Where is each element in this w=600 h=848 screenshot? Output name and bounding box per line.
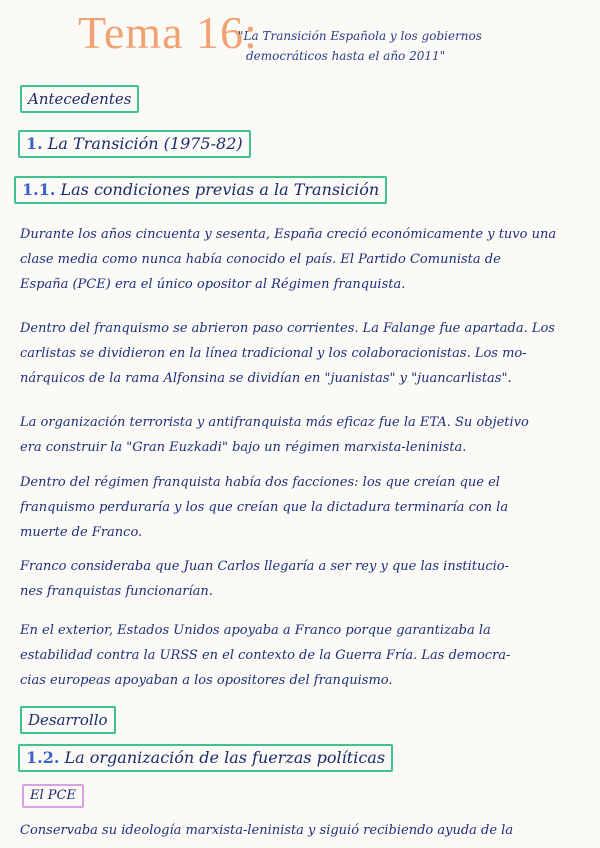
paragraph-line: era construir la "Gran Euzkadi" bajo un régimen marxista-leninista. [20, 440, 467, 455]
section-1-title: La Transición (1975-82) [47, 134, 243, 153]
pce-label: El PCE [30, 788, 76, 803]
desarrollo-label: Desarrollo [28, 711, 108, 729]
desarrollo-heading [20, 706, 116, 734]
paragraph-line: Franco consideraba que Juan Carlos llegaría a ser rey y que las institucio- [20, 559, 510, 574]
paragraph-line: La organización terrorista y antifranquista más eficaz fue la ETA. Su objetivo [20, 415, 529, 430]
paragraph-line: nárquicos de la rama Alfonsina se dividían en "juanistas" y "juancarlistas". [20, 371, 512, 386]
section-1-2-heading [18, 744, 393, 772]
subtitle-line-2: democráticos hasta el año 2011" [246, 49, 446, 63]
paragraph-line: nes franquistas funcionarían. [20, 584, 213, 599]
page-title: Tema 16: [78, 7, 258, 58]
page-header [78, 6, 588, 76]
paragraph-line: muerte de Franco. [20, 525, 143, 540]
paragraph-line: cias europeas apoyaban a los opositores del franquismo. [20, 673, 393, 688]
paragraph-line: Dentro del franquismo se abrieron paso corrientes. La Falange fue apartada. Los [20, 321, 555, 336]
paragraph-line: En el exterior, Estados Unidos apoyaba a Franco porque garantizaba la [20, 623, 491, 638]
antecedentes-heading [20, 85, 139, 113]
paragraph-line: Conservaba su ideología marxista-leninista y siguió recibiendo ayuda de la [20, 823, 514, 838]
paragraph-line: Durante los años cincuenta y sesenta, España creció económicamente y tuvo una [20, 227, 557, 242]
section-1-2-number: 1.2. [26, 748, 60, 767]
paragraph-line: carlistas se dividieron en la línea tradicional y los colaboracionistas. Los mo- [20, 346, 527, 361]
paragraph-line: clase media como nunca había conocido el país. El Partido Comunista de [20, 252, 501, 267]
subtitle-line-1: "La Transición Española y los gobiernos [238, 29, 482, 43]
paragraph-5 [20, 554, 585, 604]
paragraph-line: España (PCE) era el único opositor al Régimen franquista. [20, 277, 406, 292]
paragraph-1 [20, 222, 585, 297]
paragraph-2 [20, 316, 585, 391]
page-subtitle [238, 26, 588, 66]
section-1-2-title: La organización de las fuerzas políticas [64, 748, 386, 767]
section-1-1-title: Las condiciones previas a la Transición [60, 180, 380, 199]
paragraph-line: estabilidad contra la URSS en el contexto de la Guerra Fría. Las democra- [20, 648, 511, 663]
antecedentes-label: Antecedentes [28, 90, 132, 108]
section-1-heading [18, 130, 251, 158]
section-1-1-heading [14, 176, 387, 204]
section-1-1-number: 1.1. [22, 180, 56, 199]
paragraph-4 [20, 470, 585, 545]
pce-subheading [22, 784, 84, 808]
paragraph-3 [20, 410, 585, 460]
paragraph-7 [20, 818, 585, 843]
section-1-number: 1. [26, 134, 43, 153]
paragraph-6 [20, 618, 585, 693]
paragraph-line: franquismo perduraría y los que creían que la dictadura terminaría con la [20, 500, 509, 515]
paragraph-line: Dentro del régimen franquista había dos facciones: los que creían que el [20, 475, 500, 490]
